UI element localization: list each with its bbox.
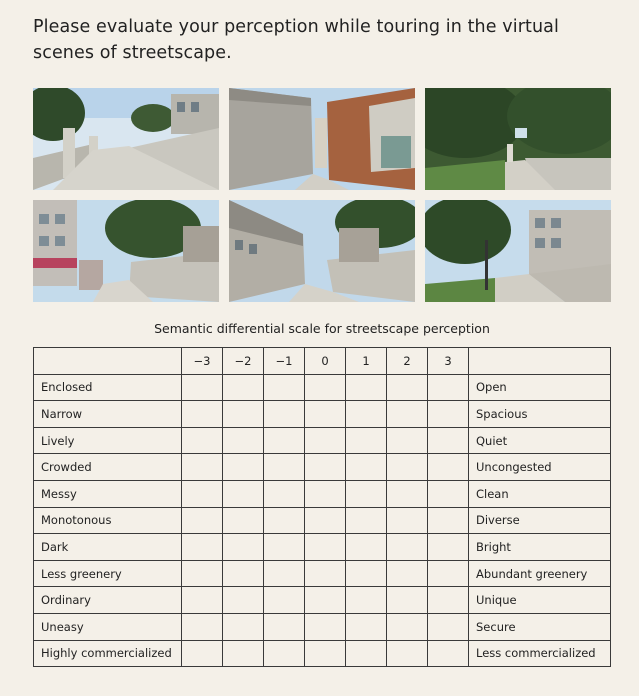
- rating-cell[interactable]: [223, 587, 264, 614]
- left-adjective: Enclosed: [34, 374, 182, 401]
- right-adjective: Uncongested: [469, 454, 611, 481]
- rating-cell[interactable]: [346, 374, 387, 401]
- right-adjective: Diverse: [469, 507, 611, 534]
- rating-cell[interactable]: [346, 401, 387, 428]
- left-adjective: Dark: [34, 534, 182, 561]
- survey-heading: Please evaluate your perception while touring in the virtual scenes of streetscape.: [33, 17, 559, 63]
- right-adjective: Clean: [469, 480, 611, 507]
- right-adjective: Quiet: [469, 427, 611, 454]
- scale-row: [34, 507, 611, 534]
- rating-cell[interactable]: [305, 560, 346, 587]
- rating-cell[interactable]: [223, 454, 264, 481]
- street-scene-photo-5: [229, 200, 415, 302]
- left-adjective: Lively: [34, 427, 182, 454]
- rating-cell[interactable]: [264, 427, 305, 454]
- right-adjective: Less commercialized: [469, 640, 611, 667]
- rating-cell[interactable]: [428, 401, 469, 428]
- rating-cell[interactable]: [387, 507, 428, 534]
- rating-cell[interactable]: [223, 374, 264, 401]
- rating-cell[interactable]: [182, 480, 223, 507]
- rating-cell[interactable]: [223, 480, 264, 507]
- left-adjective: Crowded: [34, 454, 182, 481]
- street-scene-photo-4: [33, 200, 219, 302]
- scale-value-1: 1: [346, 348, 387, 375]
- rating-cell[interactable]: [387, 454, 428, 481]
- rating-cell[interactable]: [346, 454, 387, 481]
- right-adjective: Unique: [469, 587, 611, 614]
- rating-cell[interactable]: [264, 534, 305, 561]
- rating-cell[interactable]: [264, 613, 305, 640]
- header-blank-right: [469, 348, 611, 375]
- right-adjective: Spacious: [469, 401, 611, 428]
- rating-cell[interactable]: [223, 534, 264, 561]
- street-scene-photo-2: [229, 88, 415, 190]
- rating-cell[interactable]: [223, 613, 264, 640]
- scale-row: [34, 374, 611, 401]
- rating-cell[interactable]: [182, 454, 223, 481]
- rating-cell[interactable]: [305, 534, 346, 561]
- rating-cell[interactable]: [428, 640, 469, 667]
- rating-cell[interactable]: [264, 640, 305, 667]
- scale-row: [34, 587, 611, 614]
- rating-cell[interactable]: [346, 640, 387, 667]
- left-adjective: Narrow: [34, 401, 182, 428]
- right-adjective: Open: [469, 374, 611, 401]
- rating-cell[interactable]: [182, 640, 223, 667]
- rating-cell[interactable]: [305, 374, 346, 401]
- rating-cell[interactable]: [223, 640, 264, 667]
- scale-row: [34, 401, 611, 428]
- left-adjective: Ordinary: [34, 587, 182, 614]
- rating-cell[interactable]: [264, 374, 305, 401]
- rating-cell[interactable]: [182, 507, 223, 534]
- rating-cell[interactable]: [223, 507, 264, 534]
- rating-cell[interactable]: [428, 560, 469, 587]
- rating-cell[interactable]: [182, 560, 223, 587]
- semantic-differential-table: [33, 347, 611, 667]
- rating-cell[interactable]: [182, 587, 223, 614]
- rating-cell[interactable]: [387, 374, 428, 401]
- rating-cell[interactable]: [346, 507, 387, 534]
- rating-cell[interactable]: [346, 613, 387, 640]
- rating-cell[interactable]: [387, 480, 428, 507]
- street-scene-photo-6: [425, 200, 611, 302]
- rating-cell[interactable]: [264, 507, 305, 534]
- rating-cell[interactable]: [305, 613, 346, 640]
- scale-value-minus-2: −2: [223, 348, 264, 375]
- rating-cell[interactable]: [387, 640, 428, 667]
- rating-cell[interactable]: [387, 587, 428, 614]
- scale-value-minus-1: −1: [264, 348, 305, 375]
- scale-row: [34, 560, 611, 587]
- rating-cell[interactable]: [428, 507, 469, 534]
- rating-cell[interactable]: [264, 560, 305, 587]
- rating-cell[interactable]: [346, 427, 387, 454]
- left-adjective: Monotonous: [34, 507, 182, 534]
- rating-cell[interactable]: [428, 374, 469, 401]
- rating-cell[interactable]: [387, 613, 428, 640]
- scale-value-3: 3: [428, 348, 469, 375]
- rating-cell[interactable]: [264, 454, 305, 481]
- rating-cell[interactable]: [428, 454, 469, 481]
- rating-cell[interactable]: [428, 613, 469, 640]
- left-adjective: Less greenery: [34, 560, 182, 587]
- right-adjective: Bright: [469, 534, 611, 561]
- scale-row: [34, 480, 611, 507]
- scale-header-row: [34, 348, 611, 375]
- rating-cell[interactable]: [346, 560, 387, 587]
- header-blank-left: [34, 348, 182, 375]
- street-scene-photo-3: [425, 88, 611, 190]
- rating-cell[interactable]: [387, 401, 428, 428]
- scale-row: [34, 613, 611, 640]
- left-adjective: Highly commercialized: [34, 640, 182, 667]
- rating-cell[interactable]: [428, 534, 469, 561]
- rating-cell[interactable]: [264, 401, 305, 428]
- rating-cell[interactable]: [305, 587, 346, 614]
- rating-cell[interactable]: [305, 401, 346, 428]
- left-adjective: Messy: [34, 480, 182, 507]
- scale-row: [34, 454, 611, 481]
- scale-value-minus-3: −3: [182, 348, 223, 375]
- rating-cell[interactable]: [305, 507, 346, 534]
- rating-cell[interactable]: [305, 427, 346, 454]
- rating-cell[interactable]: [305, 454, 346, 481]
- rating-cell[interactable]: [182, 374, 223, 401]
- rating-cell[interactable]: [428, 427, 469, 454]
- rating-cell[interactable]: [305, 480, 346, 507]
- rating-cell[interactable]: [264, 480, 305, 507]
- rating-cell[interactable]: [223, 427, 264, 454]
- rating-cell[interactable]: [305, 640, 346, 667]
- scale-value-0: 0: [305, 348, 346, 375]
- rating-cell[interactable]: [346, 480, 387, 507]
- street-scene-photo-1: [33, 88, 219, 190]
- rating-cell[interactable]: [182, 401, 223, 428]
- rating-cell[interactable]: [264, 587, 305, 614]
- rating-cell[interactable]: [346, 534, 387, 561]
- right-adjective: Abundant greenery: [469, 560, 611, 587]
- rating-cell[interactable]: [346, 587, 387, 614]
- rating-cell[interactable]: [428, 587, 469, 614]
- rating-cell[interactable]: [223, 401, 264, 428]
- rating-cell[interactable]: [428, 480, 469, 507]
- rating-cell[interactable]: [182, 427, 223, 454]
- scale-row: [34, 534, 611, 561]
- rating-cell[interactable]: [387, 427, 428, 454]
- rating-cell[interactable]: [182, 613, 223, 640]
- scale-row: [34, 640, 611, 667]
- left-adjective: Uneasy: [34, 613, 182, 640]
- rating-cell[interactable]: [182, 534, 223, 561]
- scale-row: [34, 427, 611, 454]
- scale-value-2: 2: [387, 348, 428, 375]
- rating-cell[interactable]: [387, 534, 428, 561]
- rating-cell[interactable]: [223, 560, 264, 587]
- right-adjective: Secure: [469, 613, 611, 640]
- rating-cell[interactable]: [387, 560, 428, 587]
- scale-table-title: Semantic differential scale for streetscape perception: [154, 321, 490, 336]
